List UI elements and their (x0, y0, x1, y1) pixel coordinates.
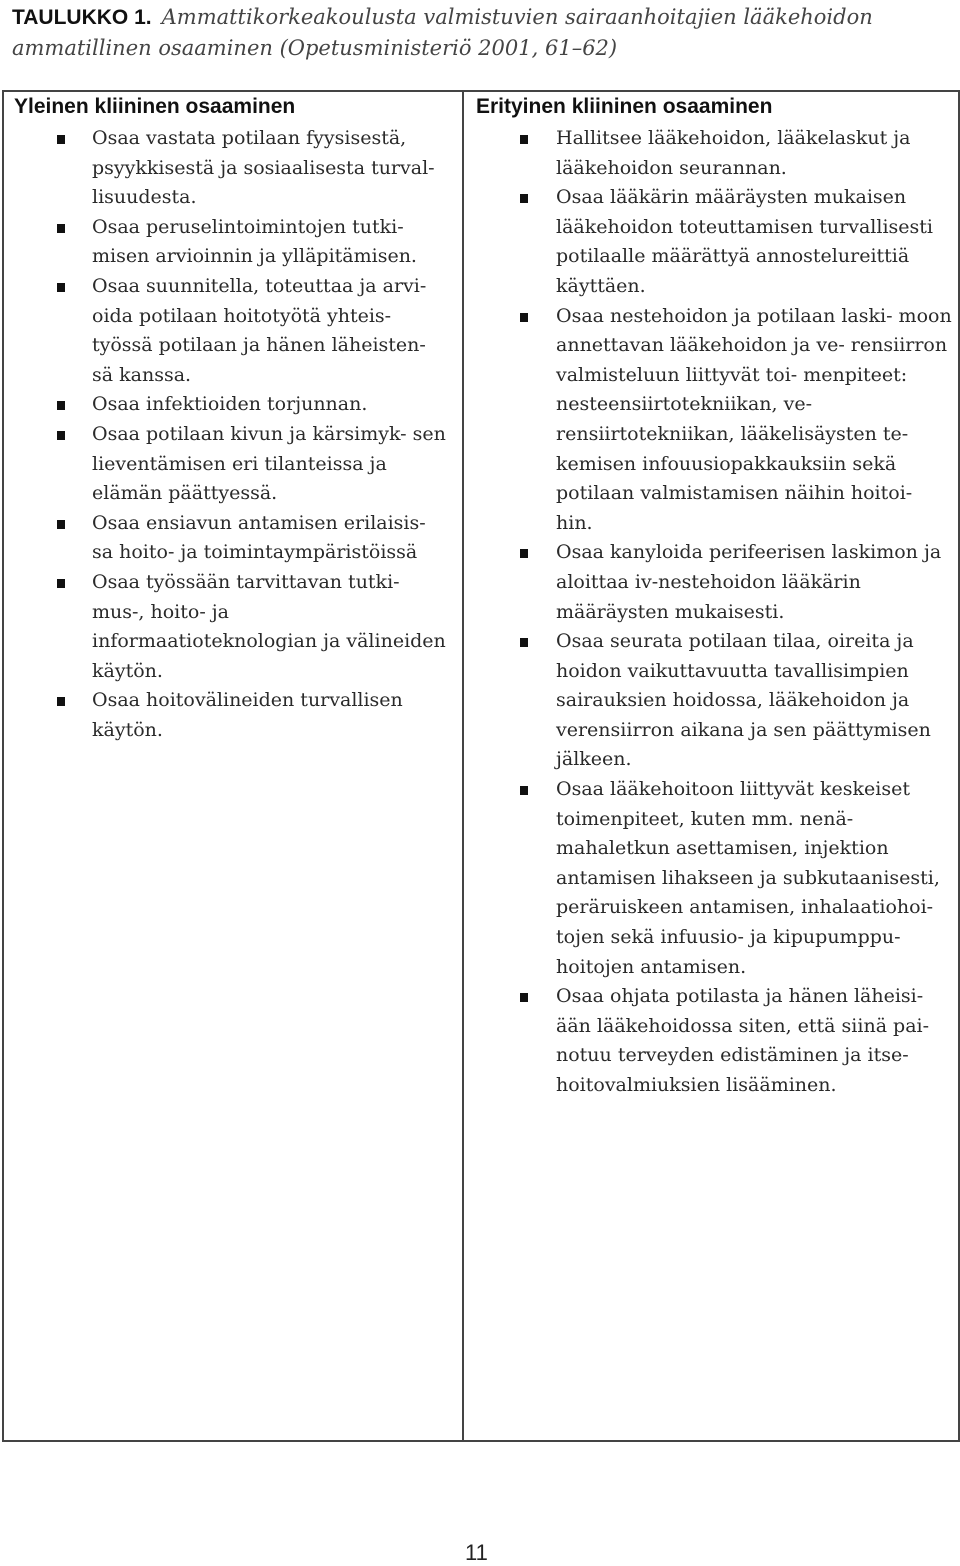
item-text: Osaa lääkehoitoon liittyvät keskeiset toimenpiteet, kuten mm. nenä- mahaletkun asettamisen, injektion antamisen lihakseen ja subkutaanisesti, peräruiskeen antamisen, inhalaatiohoi- tojen sekä infuusio- ja kipupumppu- hoitojen antamisen. (556, 778, 940, 978)
item-text: Osaa vastata potilaan fyysisestä, psyykkisestä ja sosiaalisesta turval- lisuudesta. (92, 127, 435, 209)
right-column-cell (463, 124, 959, 1441)
item-text: Osaa nestehoidon ja potilaan laski- moon annettavan lääkehoidon ja ve- rensiirron valmisteluun liittyvät toi- menpiteet: nesteensiirtotekniikan, ve- rensiirtotekniikan, lääkelisäysten te- kemisen infouusiopakkauksiin sekä potilaan valmistamisen näihin hoitoi- hin. (556, 304, 952, 534)
list-item (4, 420, 462, 509)
list-item (464, 183, 958, 301)
left-column-cell (3, 124, 463, 1441)
caption-text: Ammattikorkeakoulusta valmistuvien sairaanhoitajien lääkehoidon ammatillinen osaaminen (Opetusministeriö 2001, 61–62) (12, 5, 873, 60)
table-caption (12, 2, 952, 63)
item-text: Hallitsee lääkehoidon, lääkelaskut ja lääkehoidon seurannan. (556, 127, 911, 179)
item-text: Osaa lääkärin määräysten mukaisen lääkehoidon toteuttamisen turvallisesti potilaalle määrättyä annostelureittiä käyttäen. (556, 186, 933, 297)
list-item (464, 775, 958, 982)
page-number: 11 (465, 1540, 488, 1565)
list-item (464, 627, 958, 775)
table-header-row (3, 91, 959, 124)
item-text: Osaa seurata potilaan tilaa, oireita ja hoidon vaikuttavuutta tavallisimpien sairauksien hoidossa, lääkehoidon ja verensiirron aikana ja sen päättymisen jälkeen. (556, 630, 931, 771)
list-item (4, 272, 462, 390)
square-bullet-icon (520, 313, 528, 322)
table-body-row (3, 124, 959, 1441)
square-bullet-icon (57, 431, 65, 440)
square-bullet-icon (57, 579, 65, 588)
square-bullet-icon (520, 993, 528, 1002)
item-text: Osaa infektioiden torjunnan. (92, 393, 368, 416)
square-bullet-icon (57, 224, 65, 233)
square-bullet-icon (520, 135, 528, 144)
item-text: Osaa ohjata potilasta ja hänen läheisi- ään lääkehoidossa siten, että siinä pai- notuu terveyden edistäminen ja itse- hoitovalmiuksien lisääminen. (556, 985, 930, 1096)
list-item (4, 686, 462, 745)
item-text: Osaa ensiavun antamisen erilaisis- sa hoito- ja toimintaympäristöissä (92, 511, 426, 564)
square-bullet-icon (520, 194, 528, 203)
square-bullet-icon (520, 549, 528, 558)
square-bullet-icon (57, 520, 65, 529)
list-item (464, 538, 958, 627)
list-item (4, 509, 462, 568)
item-text: Osaa kanyloida perifeerisen laskimon ja aloittaa iv-nestehoidon lääkärin määräysten mukaisesti. (556, 541, 942, 623)
square-bullet-icon (57, 401, 65, 410)
list-item (4, 124, 462, 213)
special-competence-list (464, 124, 958, 1101)
list-item (4, 390, 462, 420)
item-text: Osaa hoitovälineiden turvallisen käytön. (92, 689, 403, 741)
square-bullet-icon (57, 135, 65, 144)
item-text: Osaa suunnitella, toteuttaa ja arvi- oida potilaan hoitotyötä yhteis- työssä potilaan ja hänen läheisten- sä kanssa. (92, 274, 427, 386)
square-bullet-icon (520, 638, 528, 647)
item-text: Osaa potilaan kivun ja kärsimyk- sen lieventämisen eri tilanteissa ja elämän päättyessä. (92, 422, 446, 505)
item-text: Osaa peruselintoimintojen tutki- misen arvioinnin ja ylläpitämisen. (92, 215, 417, 268)
item-text: Osaa työssään tarvittavan tutki- mus-, hoito- ja informaatioteknologian ja välineiden käytön. (92, 570, 446, 682)
square-bullet-icon (57, 697, 65, 706)
left-column-header: Yleinen kliininen osaaminen (3, 91, 463, 124)
right-column-header: Erityinen kliininen osaaminen (463, 91, 959, 124)
square-bullet-icon (57, 283, 65, 292)
list-item (4, 568, 462, 686)
list-item (464, 982, 958, 1100)
list-item (4, 213, 462, 272)
general-competence-list (4, 124, 462, 745)
competence-table (2, 90, 960, 1442)
square-bullet-icon (520, 786, 528, 795)
list-item (464, 124, 958, 183)
list-item (464, 302, 958, 539)
caption-label: TAULUKKO 1. (12, 6, 152, 29)
